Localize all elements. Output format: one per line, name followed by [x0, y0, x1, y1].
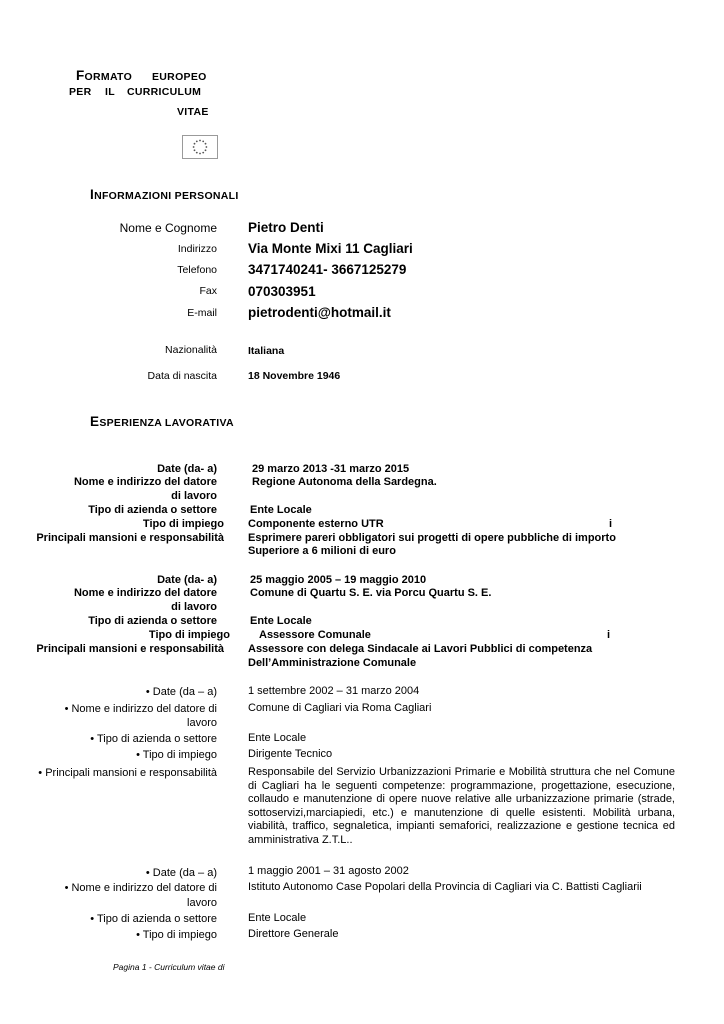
exp3-job-value: Dirigente Tecnico [248, 748, 333, 760]
heading-initial: E [90, 414, 100, 429]
exp4-job-label: • Tipo di impiego [136, 929, 217, 941]
exp2-duties-label: Principali mansioni e responsabilità [36, 643, 224, 655]
exp2-duties-line-1: Assessore con delega Sindacale ai Lavori Pubblici di competenza [248, 643, 593, 655]
exp4-sector-value: Ente Locale [248, 912, 307, 924]
exp2-employer-label: Nome e indirizzo del datore [73, 587, 217, 599]
title-word-europeo: EUROPEO [152, 71, 207, 83]
exp4-sector-label: • Tipo di azienda o settore [90, 913, 217, 925]
email-value: pietrodenti@hotmail.it [248, 305, 391, 320]
exp3-duties-value: Responsabile del Servizio Urbanizzazioni Primarie e Mobilità struttura che nel Comune di Cagliari ha le seguenti competenze: programmazione, progettazione, esecuzione, collaudo e manutenzione di opere nuove relative alle urbanizzazione primarie (strade, sottoservizi,marciapiedi, etc.) e manutenzione di quelle esistenti. Mobilità urbana, viabilità, traffico, segnaletica, impianti semaforici, realizzazione e gestione tecnica ed amministrativa Z.T.L.. [248, 766, 675, 846]
exp3-employer-value: Comune di Cagliari via Roma Cagliari [248, 702, 432, 714]
exp4-employer-label-cont: lavoro [187, 897, 217, 909]
address-value: Via Monte Mixi 11 Cagliari [248, 241, 413, 256]
exp1-job-value: Componente esterno UTR [248, 518, 384, 530]
title-initial: F [76, 68, 85, 83]
nationality-label: Nazionalità [165, 344, 217, 356]
title-word-per: PER [69, 86, 92, 98]
exp1-stray-char: i [609, 518, 613, 530]
title-word-formato: ORMATO [84, 71, 133, 83]
exp2-duties-line-2: Dell’Amministrazione Comunale [248, 657, 417, 669]
exp4-date-label: • Date (da – a) [145, 867, 217, 879]
exp3-duties-label: • Principali mansioni e responsabilità [38, 767, 217, 779]
section-heading-experience [90, 414, 234, 429]
heading-initial: I [90, 187, 95, 202]
exp2-stray-char: i [607, 629, 611, 641]
exp2-employer-label-cont: di lavoro [171, 601, 217, 613]
title-word-vitae: VITAE [177, 106, 209, 118]
exp4-job-value: Direttore Generale [248, 928, 339, 940]
exp1-employer-value: Regione Autonoma della Sardegna. [252, 476, 437, 488]
exp2-date-value: 25 maggio 2005 – 19 maggio 2010 [250, 574, 427, 586]
exp1-duties-label: Principali mansioni e responsabilità [36, 532, 224, 544]
title-word-curriculum: CURRICULUM [127, 86, 202, 98]
exp3-sector-label: • Tipo di azienda o settore [90, 733, 217, 745]
nationality-value: Italiana [248, 345, 285, 357]
phone-label: Telefono [177, 264, 217, 276]
exp1-duties-line-1: Esprimere pareri obbligatori sui progetti di opere pubbliche di importo [248, 532, 616, 544]
exp3-date-label: • Date (da – a) [145, 686, 217, 698]
heading-rest: NFORMAZIONI PERSONALI [94, 190, 239, 202]
cv-title-line-1 [76, 68, 132, 83]
exp3-employer-label: • Nome e indirizzo del datore di [64, 703, 217, 715]
exp3-date-value: 1 settembre 2002 – 31 marzo 2004 [248, 685, 420, 697]
exp1-job-label: Tipo di impiego [142, 518, 224, 530]
exp4-employer-label: • Nome e indirizzo del datore di [64, 882, 217, 894]
title-word-il: IL [105, 86, 115, 98]
exp3-job-label: • Tipo di impiego [136, 749, 217, 761]
eu-flag-icon [182, 135, 218, 159]
page-footer: Pagina 1 - Curriculum vitae di [113, 962, 225, 972]
exp4-date-value: 1 maggio 2001 – 31 agosto 2002 [248, 865, 409, 877]
heading-rest: SPERIENZA LAVORATIVA [99, 417, 234, 429]
fax-label: Fax [199, 285, 217, 297]
name-value: Pietro Denti [248, 220, 324, 235]
exp1-sector-value: Ente Locale [250, 504, 312, 516]
exp2-date-label: Date (da- a) [157, 574, 217, 586]
exp2-sector-label: Tipo di azienda o settore [88, 615, 217, 627]
exp2-employer-value: Comune di Quartu S. E. via Porcu Quartu S. E. [250, 587, 492, 599]
fax-value: 070303951 [248, 284, 316, 299]
birthdate-label: Data di nascita [147, 370, 217, 382]
phone-value: 3471740241- 3667125279 [248, 262, 407, 277]
address-label: Indirizzo [177, 243, 217, 255]
section-heading-personal [90, 187, 239, 202]
name-label: Nome e Cognome [119, 221, 217, 235]
exp1-duties-line-2: Superiore a 6 milioni di euro [248, 545, 396, 557]
exp3-employer-label-cont: lavoro [187, 717, 217, 729]
birthdate-value: 18 Novembre 1946 [248, 370, 341, 382]
exp2-job-label: Tipo di impiego [148, 629, 230, 641]
email-label: E-mail [187, 307, 217, 319]
exp3-sector-value: Ente Locale [248, 732, 307, 744]
exp4-employer-value: Istituto Autonomo Case Popolari della Provincia di Cagliari via C. Battisti Cagliarii [248, 881, 642, 893]
exp2-sector-value: Ente Locale [250, 615, 312, 627]
exp1-sector-label: Tipo di azienda o settore [88, 504, 217, 516]
exp1-date-value: 29 marzo 2013 -31 marzo 2015 [252, 463, 410, 475]
exp2-job-value: Assessore Comunale [259, 629, 371, 641]
exp1-employer-label: Nome e indirizzo del datore [73, 476, 217, 488]
exp1-date-label: Date (da- a) [157, 463, 217, 475]
exp1-employer-label-cont: di lavoro [171, 490, 217, 502]
